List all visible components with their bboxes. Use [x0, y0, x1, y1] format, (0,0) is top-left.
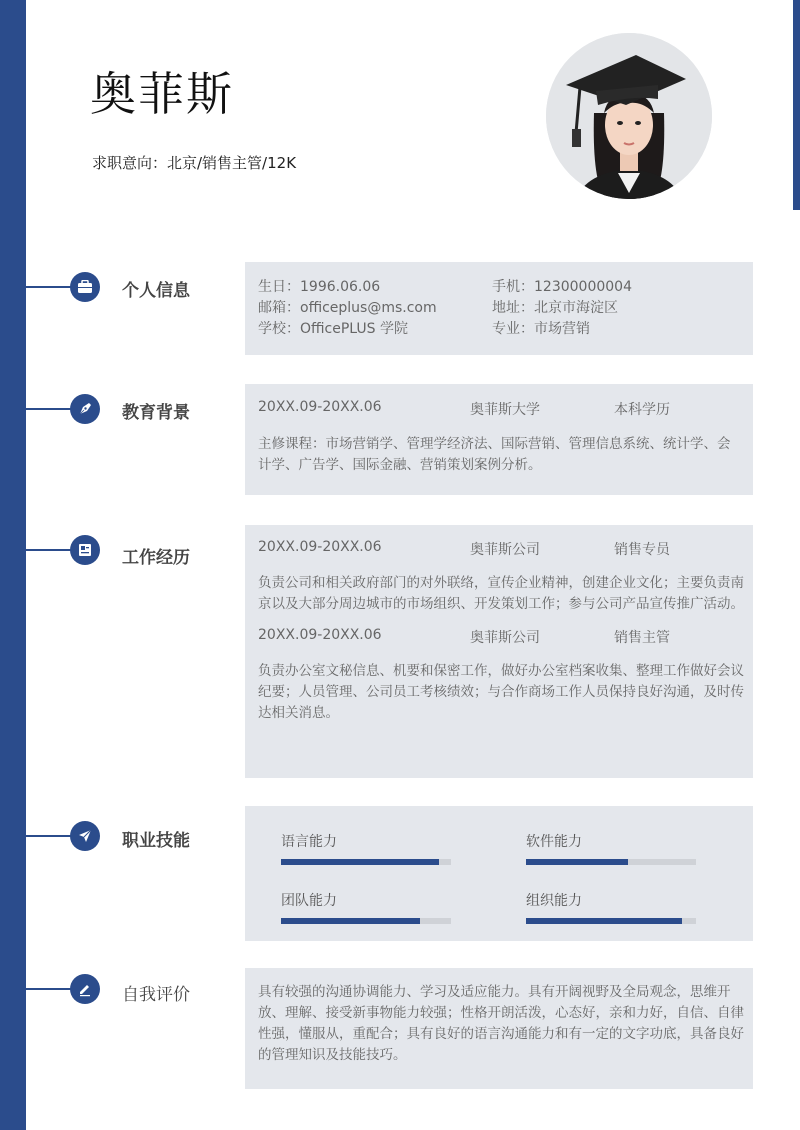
skill-track [281, 918, 451, 924]
education-row [258, 399, 742, 421]
work-role: 销售专员 [614, 542, 670, 558]
work-row [258, 627, 744, 649]
work-date: 20XX.09-20XX.06 [258, 539, 382, 555]
skill-fill [526, 859, 628, 865]
skill-item [526, 890, 696, 924]
work-date: 20XX.09-20XX.06 [258, 627, 382, 643]
skill-label: 团队能力 [281, 893, 337, 909]
section-title-personal: 个人信息 [122, 281, 190, 301]
left-accent-bar [0, 0, 26, 1130]
education-desc: 主修课程：市场营销学、管理学经济法、国际营销、管理信息系统、统计学、会计学、广告学、国际金融、营销策划案例分析。 [258, 436, 731, 473]
avatar [546, 33, 712, 199]
section-connector [26, 549, 74, 551]
skill-fill [281, 918, 420, 924]
work-role: 销售主管 [614, 630, 670, 646]
right-accent-bar [793, 0, 800, 210]
info-row [258, 297, 738, 318]
candidate-name: 奥菲斯 [90, 67, 234, 121]
address: 地址：北京市海淀区 [492, 300, 618, 316]
birthday: 生日：1996.06.06 [258, 279, 381, 295]
education-school: 奥菲斯大学 [470, 402, 540, 418]
pencil-icon [70, 974, 100, 1004]
skills-panel [245, 806, 753, 941]
education-degree: 本科学历 [614, 402, 670, 418]
section-connector [26, 988, 74, 990]
phone: 手机：12300000004 [492, 279, 632, 295]
work-company: 奥菲斯公司 [470, 630, 540, 646]
section-title-education: 教育背景 [122, 403, 190, 423]
school: 学校：OfficePLUS 学院 [258, 321, 408, 337]
work-desc: 负责公司和相关政府部门的对外联络，宣传企业精神，创建企业文化；主要负责南京以及大部分周边城市的市场组织、开发策划工作；参与公司产品宣传推广活动。 [258, 575, 744, 612]
section-title-work: 工作经历 [122, 548, 190, 568]
skill-fill [281, 859, 439, 865]
skill-item [526, 831, 696, 865]
section-connector [26, 408, 74, 410]
work-desc: 负责办公室文秘信息、机要和保密工作，做好办公室档案收集、整理工作做好会议纪要；人员管理、公司员工考核绩效；与合作商场工作人员保持良好沟通，及时传达相关消息。 [258, 663, 744, 721]
work-panel [245, 525, 753, 778]
section-connector [26, 286, 74, 288]
work-row [258, 539, 744, 561]
skill-track [281, 859, 451, 865]
skill-label: 组织能力 [526, 893, 582, 909]
skill-item [281, 890, 451, 924]
info-row [258, 318, 738, 339]
pen-nib-icon [70, 394, 100, 424]
major: 专业：市场营销 [492, 321, 590, 337]
paper-plane-icon [70, 821, 100, 851]
briefcase-icon [70, 272, 100, 302]
email: 邮箱：officeplus@ms.com [258, 300, 437, 316]
education-panel [245, 384, 753, 495]
skill-item [281, 831, 451, 865]
section-title-self: 自我评价 [122, 985, 190, 1005]
work-company: 奥菲斯公司 [470, 542, 540, 558]
skill-fill [526, 918, 682, 924]
id-card-icon [70, 535, 100, 565]
personal-info-panel [245, 262, 753, 355]
education-date: 20XX.09-20XX.06 [258, 399, 382, 415]
job-intent: 求职意向：北京/销售主管/12K [92, 154, 297, 172]
self-eval-panel [245, 968, 753, 1089]
skill-label: 语言能力 [281, 834, 337, 850]
section-connector [26, 835, 74, 837]
section-title-skills: 职业技能 [122, 831, 190, 851]
self-eval-desc: 具有较强的沟通协调能力、学习及适应能力。具有开阔视野及全局观念，思维开放、理解、接受新事物能力较强；性格开朗活泼，心态好，亲和力好，自信、自律性强，懂服从，重配合；具有良好的语言沟通能力和有一定的文字功底，具备良好的管理知识及技能技巧。 [258, 984, 744, 1063]
info-row [258, 276, 738, 297]
skill-track [526, 859, 696, 865]
skill-label: 软件能力 [526, 834, 582, 850]
skill-track [526, 918, 696, 924]
